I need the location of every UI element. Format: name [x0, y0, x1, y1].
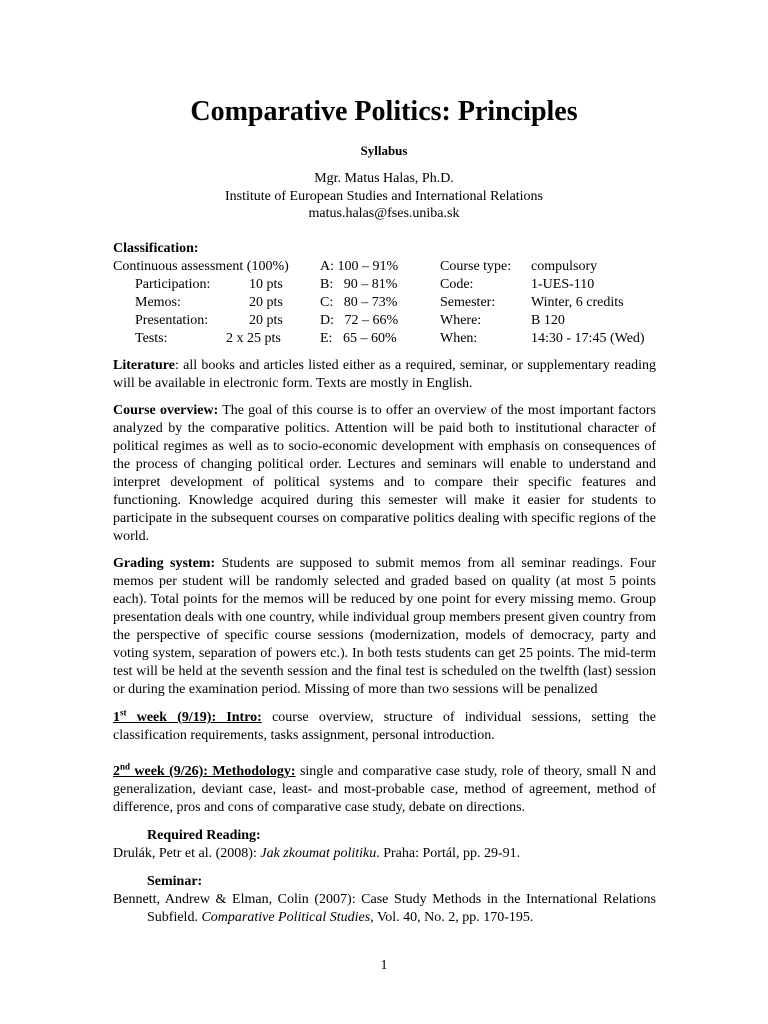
grading-text: Students are supposed to submit memos from all seminar readings. Four memos per student will be randomly selected and graded based on quality (at most 5 points each). Total points for the memos will be reduced by one point for every missing memo. Group presentation deals with one country, while individual group members present given country from the perspective of specific course sessions (modernization, models of democracy, party and voting system, separation of powers etc.). In both tests students can get 25 points. The mid-term test will be held at the seventh session and the final test is scheduled on the twelfth (last) session or during the examination period. Missing of more than two sessions will be penalized — [113, 556, 657, 697]
seminar-ref-journal: Comparative Political Studies — [201, 910, 371, 925]
grading-paragraph — [113, 555, 656, 699]
tests-value: 2 x 25 pts — [226, 331, 281, 346]
required-reading-heading: Required Reading: — [147, 828, 261, 843]
semester-value: Winter, 6 credits — [531, 295, 624, 310]
presentation-value: 20 pts — [249, 313, 283, 328]
memos-value: 20 pts — [249, 295, 283, 310]
syllabus-content — [113, 240, 656, 927]
author-institute: Institute of European Studies and International Relations — [224, 188, 544, 204]
week2-number: 2 — [113, 764, 120, 779]
where-label: Where: — [440, 313, 482, 328]
memos-label: Memos: — [135, 295, 181, 310]
required-ref-author: Drulák, Petr et al. (2008): — [113, 846, 261, 861]
when-value: 14:30 - 17:45 (Wed) — [531, 331, 645, 346]
participation-value: 10 pts — [249, 277, 283, 292]
author-email: matus.halas@fses.uniba.sk — [308, 206, 460, 221]
author-name: Mgr. Matus Halas, Ph.D. — [314, 171, 454, 186]
overview-paragraph — [113, 402, 656, 546]
week2-heading — [113, 761, 296, 779]
course-type-label: Course type: — [440, 259, 512, 274]
assessment-label: Continuous assessment (100%) — [113, 259, 289, 274]
page-title: Comparative Politics: Principles — [190, 96, 578, 127]
required-ref-details: . Praha: Portál, pp. 29-91. — [376, 846, 521, 861]
week2-ordinal: nd — [120, 761, 131, 772]
literature-text: : all books and articles listed either as a required, seminar, or supplementary reading will be available in electronic form. Texts are mostly in English. — [113, 358, 656, 391]
required-ref-title: Jak zkoumat politiku — [260, 846, 377, 861]
code-value: 1-UES-110 — [531, 277, 595, 292]
seminar-reference — [113, 891, 656, 927]
week2-label: week (9/26): Methodology: — [130, 764, 296, 779]
participation-label: Participation: — [135, 277, 211, 292]
overview-label: Course overview: — [113, 403, 219, 418]
literature-paragraph — [113, 357, 656, 393]
literature-label: Literature — [113, 358, 175, 373]
grade-e: E: 65 – 60% — [320, 331, 397, 346]
tests-label: Tests: — [135, 331, 168, 346]
week2-paragraph — [113, 763, 656, 817]
subtitle: Syllabus — [360, 143, 408, 158]
where-value: B 120 — [531, 313, 565, 328]
when-label: When: — [440, 331, 478, 346]
presentation-label: Presentation: — [135, 313, 209, 328]
code-label: Code: — [440, 277, 474, 292]
week1-text: course overview, structure of individual sessions, setting the classification requirements, tasks assignment, personal introduction. — [113, 710, 656, 743]
classification-grid — [113, 258, 656, 348]
grade-b: B: 90 – 81% — [320, 277, 398, 292]
author-block — [0, 170, 768, 223]
seminar-heading: Seminar: — [147, 874, 203, 889]
week1-ordinal: st — [120, 707, 127, 718]
course-type-value: compulsory — [531, 259, 598, 274]
seminar-ref-details: , Vol. 40, No. 2, pp. 170-195. — [370, 910, 534, 925]
week2-text: single and comparative case study, role of theory, small N and generalization, deviant case, least- and most-probable case, method of agreement, method of difference, pros and cons of comparative case study, debate on directions. — [113, 764, 656, 815]
grade-a: A: 100 – 91% — [320, 259, 399, 274]
semester-label: Semester: — [440, 295, 496, 310]
week1-heading — [113, 707, 262, 725]
required-reading-reference — [113, 845, 656, 863]
overview-text: The goal of this course is to offer an overview of the most important factors analyzed by the comparative politics. Attention will be paid both to institutional character of political regimes as well as to socio-economic development with emphasis on consequences of the process of changing political order. Lectures and seminars will enable to understand and interpret development of political systems and to compare their specific features and functioning. Knowledge acquired during this semester will make it easier for students to participate in the subsequent courses on comparative politics dealing with specific regions of the world. — [113, 403, 657, 544]
classification-heading: Classification: — [113, 241, 199, 256]
grading-label: Grading system: — [113, 556, 216, 571]
grade-c: C: 80 – 73% — [320, 295, 398, 310]
seminar-ref-author: Bennett, Andrew & Elman, Colin (2007): Case Study Methods in the International Relations Subfield. — [113, 892, 656, 925]
page-number: 1 — [380, 958, 388, 973]
week1-number: 1 — [113, 710, 120, 725]
week1-paragraph — [113, 709, 656, 745]
grade-d: D: 72 – 66% — [320, 313, 399, 328]
week1-label: week (9/19): Intro: — [126, 710, 262, 725]
